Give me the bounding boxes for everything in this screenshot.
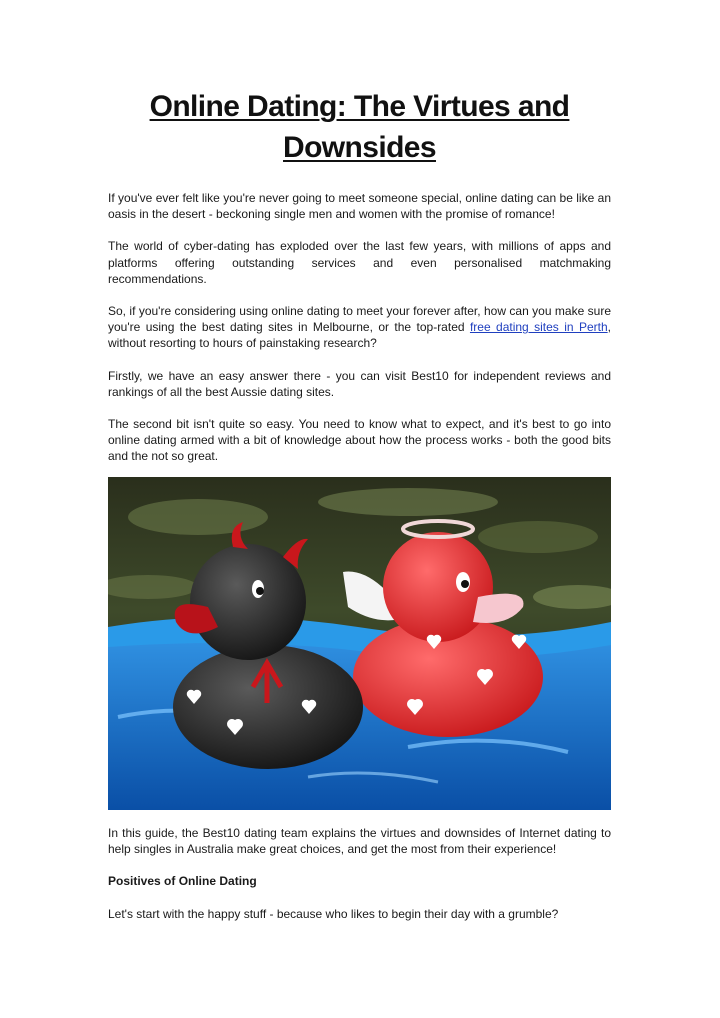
page-title: Online Dating: The Virtues and Downsides [149, 90, 570, 164]
paragraph-intro: If you've ever felt like you're never going to meet someone special, online dating can be like an oasis in the desert - beckoning single men and women with the promise of romance! [108, 191, 611, 222]
paragraph-guide: In this guide, the Best10 dating team explains the virtues and downsides of Internet dating to help singles in Australia make great choices, and get the most from their experience! [108, 826, 611, 857]
rubber-ducks-photo [108, 477, 611, 810]
paragraph-happy-stuff: Let's start with the happy stuff - because who likes to begin their day with a grumble? [108, 906, 559, 921]
document-body-continued [108, 825, 611, 938]
paragraph-best10: Firstly, we have an easy answer there - you can visit Best10 for independent reviews and rankings of all the best Aussie dating sites. [108, 368, 611, 399]
section-heading-positives: Positives of Online Dating [108, 874, 257, 889]
paragraph-considering-end: , without resorting to hours of painstaking research? [108, 320, 611, 351]
free-dating-sites-perth-link[interactable]: free dating sites in Perth [469, 320, 608, 335]
rubber-ducks-illustration [108, 477, 611, 810]
paragraph-cyber-dating: The world of cyber-dating has exploded over the last few years, with millions of apps and platforms offering outstanding services and even personalised matchmaking recommendations. [108, 239, 611, 286]
paragraph-second-bit: The second bit isn't quite so easy. You need to know what to expect, and it's best to go into online dating armed with a bit of knowledge about how the process works - both the good bits and the not so great. [108, 417, 611, 464]
document-body [108, 86, 611, 481]
paragraph-considering-start: So, if you're considering using online dating to meet your forever after, how can you make sure you're using the best dating sites in Melbourne, or the top-rated [108, 304, 611, 335]
paragraph-considering [108, 303, 611, 352]
